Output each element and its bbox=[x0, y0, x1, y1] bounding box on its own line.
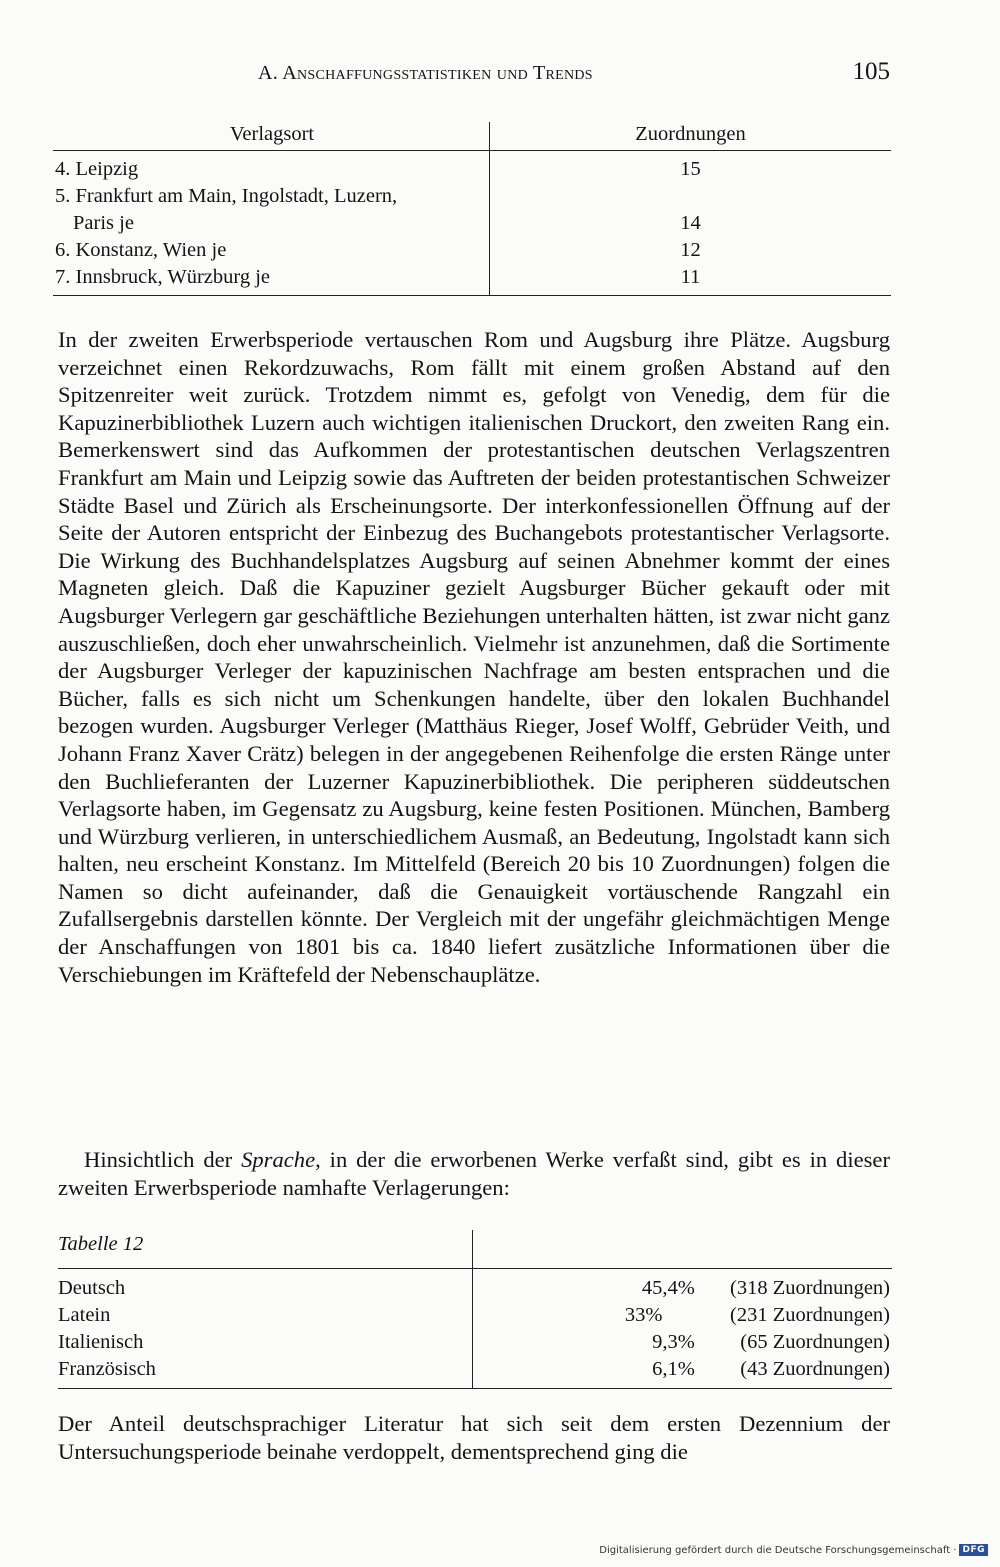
publishing-places-table bbox=[53, 122, 891, 296]
language-cell: Italienisch bbox=[58, 1329, 473, 1356]
running-title: A. Anschaffungsstatistiken und Trends bbox=[258, 62, 593, 84]
percent-value: 6,1% bbox=[652, 1358, 695, 1380]
paragraph-text: Hinsichtlich der bbox=[84, 1147, 242, 1172]
count-value: (65 Zuordnungen) bbox=[740, 1331, 890, 1353]
percent-value: 45,4% bbox=[641, 1277, 695, 1299]
place-cell: Paris je bbox=[53, 210, 490, 237]
table-row bbox=[53, 151, 891, 184]
running-head bbox=[58, 58, 894, 94]
table-row bbox=[58, 1302, 892, 1329]
count-cell: 15 bbox=[680, 158, 701, 180]
percent-value: 9,3% bbox=[652, 1331, 695, 1353]
language-table bbox=[58, 1230, 892, 1389]
dfg-logo: DFG bbox=[959, 1544, 988, 1556]
count-value: (231 Zuordnungen) bbox=[730, 1304, 890, 1326]
place-cell: 4. Leipzig bbox=[53, 151, 490, 184]
footer-text: Digitalisierung gefördert durch die Deutsche Forschungsgemeinschaft · bbox=[599, 1544, 957, 1556]
table-row bbox=[58, 1269, 892, 1303]
table-header-row bbox=[53, 122, 891, 151]
table-row bbox=[53, 237, 891, 264]
column-header-verlagsort: Verlagsort bbox=[53, 122, 490, 151]
place-cell: 5. Frankfurt am Main, Ingolstadt, Luzern, bbox=[53, 183, 490, 210]
table-row bbox=[53, 264, 891, 296]
digitization-footer bbox=[599, 1542, 988, 1558]
count-cell: 14 bbox=[680, 212, 701, 234]
table-row bbox=[58, 1356, 892, 1389]
count-cell: 11 bbox=[680, 266, 701, 288]
body-paragraph bbox=[58, 1146, 890, 1201]
language-cell: Französisch bbox=[58, 1356, 473, 1389]
page-number: 105 bbox=[852, 58, 890, 85]
share-cell bbox=[473, 1329, 893, 1356]
language-cell: Latein bbox=[58, 1302, 473, 1329]
emphasis-sprache: Sprache bbox=[241, 1147, 316, 1172]
percent-value: 33% bbox=[624, 1304, 663, 1326]
column-header-zuordnungen: Zuordnungen bbox=[635, 123, 746, 145]
share-cell bbox=[473, 1356, 893, 1389]
count-value: (318 Zuordnungen) bbox=[730, 1277, 890, 1299]
table-row bbox=[53, 210, 891, 237]
place-cell: 6. Konstanz, Wien je bbox=[53, 237, 490, 264]
paragraph-text: , in der die erworbenen Werke verfaßt sind, gibt es in dieser zweiten Erwerbsperiode namhafte Verlagerungen: bbox=[58, 1147, 890, 1200]
place-cell: 7. Innsbruck, Würzburg je bbox=[53, 264, 490, 296]
empty-header-cell bbox=[473, 1230, 893, 1269]
body-paragraph: Der Anteil deutschsprachiger Literatur hat sich seit dem ersten Dezennium der Untersuchungsperiode beinahe verdoppelt, dementsprechend ging die bbox=[58, 1411, 890, 1464]
share-cell bbox=[473, 1302, 893, 1329]
table-row bbox=[58, 1329, 892, 1356]
body-paragraph: In der zweiten Erwerbsperiode vertauschen Rom und Augsburg ihre Plätze. Augsburg verzeichnet einen Rekordzuwachs, Rom fällt mit einem großen Abstand auf den Spitzenreiter weit zurück. Trotzdem nimmt es, gefolgt von Venedig, dem für die Kapuzinerbibliothek Luzern auch wichtigen italienischen Druckort, den zweiten Rang ein. Bemerkenswert sind das Aufkommen der protestantischen deutschen Verlagszentren Frankfurt am Main und Leipzig sowie das Auftreten der beiden protestantischen Schweizer Städte Basel und Zürich als Erscheinungsorte. Der interkonfessionellen Öffnung auf der Seite der Autoren entspricht der Einbezug des Buchangebots protestantischer Verlagsorte. Die Wirkung des Buchhandelsplatzes Augsburg auf seinen Abnehmer kommt der eines Magneten gleich. Daß die Kapuziner gezielt Augsburger Bücher gekauft oder mit Augsburger Verlegern gar geschäftliche Beziehungen unterhalten hätten, ist zwar nicht ganz auszuschließen, doch eher unwahrscheinlich. Vielmehr ist anzunehmen, daß die Sortimente der Augsburger Verleger der kapuzinischen Nachfrage am besten entsprachen und die Bücher, falls es sich nicht um Schenkungen handelte, über den lokalen Buchhandel bezogen wurden. Augsburger Verleger (Matthäus Rieger, Josef Wolff, Gebrüder Veith, und Johann Franz Xaver Crätz) belegen in der angegebenen Reihenfolge die ersten Ränge unter den Buchlieferanten der Luzerner Kapuzinerbibliothek. Die peripheren süddeutschen Verlagsorte haben, im Gegensatz zu Augsburg, keine festen Positionen. München, Bamberg und Würzburg verlieren, in unterschiedlichem Ausmaß, an Bedeutung, Ingolstadt kann sich halten, neu erscheint Konstanz. Im Mittelfeld (Bereich 20 bis 10 Zuordnungen) folgen die Namen so dicht aufeinander, daß die Genauigkeit vortäuschende Rangzahl ein Zufallsergebnis darstellen könnte. Der Vergleich mit der ungefähr gleichmächtigen Menge der Anschaffungen von 1801 bis ca. 1840 liefert zusätzliche Informationen über die Verschiebungen im Kräftefeld der Nebenschauplätze. bbox=[58, 327, 890, 987]
table-row bbox=[53, 183, 891, 210]
language-cell: Deutsch bbox=[58, 1269, 473, 1303]
share-cell bbox=[473, 1269, 893, 1303]
table-header-row bbox=[58, 1230, 892, 1269]
table-caption: Tabelle 12 bbox=[58, 1230, 473, 1269]
count-cell: 12 bbox=[680, 239, 701, 261]
count-value: (43 Zuordnungen) bbox=[740, 1358, 890, 1380]
count-cell bbox=[490, 183, 892, 210]
